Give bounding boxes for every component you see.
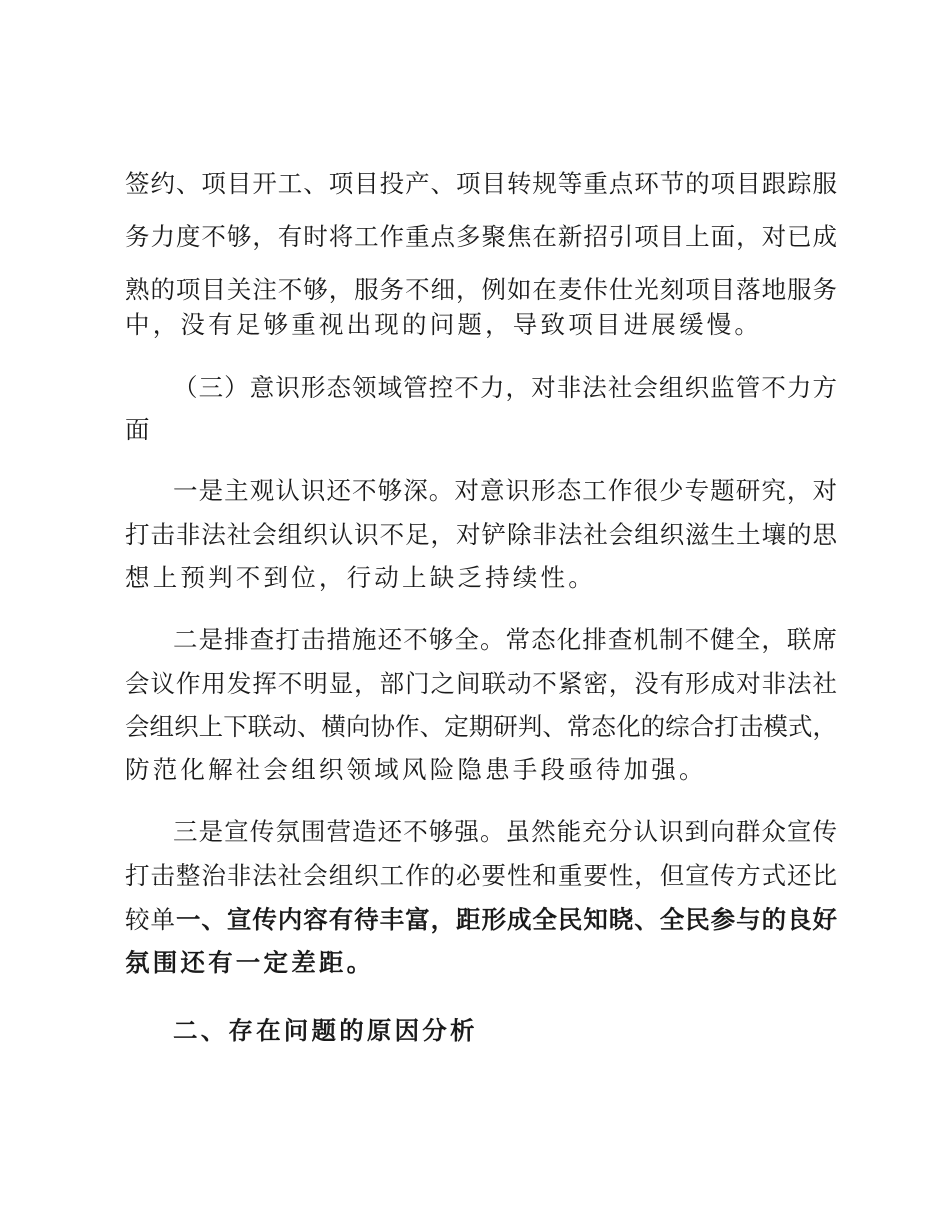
- paragraph-4-line-3-bold: 一、宣传内容有待丰富，距形成全民知晓、全民参与的良好: [175, 905, 838, 934]
- section-3-heading-line-1: （三）意识形态领域管控不力，对非法社会组织监管不力方: [173, 373, 837, 402]
- paragraph-2-line-2: 打击非法社会组织认识不足，对铲除非法社会组织滋生土壤的思: [125, 520, 837, 549]
- paragraph-1-line-1: 签约、项目开工、项目投产、项目转规等重点环节的项目跟踪服: [125, 169, 837, 198]
- section-2-heading: 二、存在问题的原因分析: [173, 1016, 478, 1045]
- paragraph-1-line-3: 熟的项目关注不够，服务不细，例如在麦佧仕光刻项目落地服务: [125, 275, 837, 304]
- paragraph-4-line-4: 氛围还有一定差距。: [125, 948, 375, 977]
- paragraph-2-line-3: 想上预判不到位，行动上缺乏持续性。: [125, 563, 596, 592]
- paragraph-3-line-2: 会议作用发挥不明显，部门之间联动不紧密，没有形成对非法社: [125, 669, 837, 698]
- paragraph-4-line-3-regular: 较单: [125, 905, 176, 934]
- paragraph-4-line-3: [125, 900, 837, 940]
- paragraph-3-line-1: 二是排查打击措施还不够全。常态化排查机制不健全，联席: [173, 625, 837, 654]
- paragraph-2-line-1: 一是主观认识还不够深。对意识形态工作很少专题研究，对: [173, 476, 837, 505]
- paragraph-4-line-2: 打击整治非法社会组织工作的必要性和重要性，但宣传方式还比: [125, 861, 837, 890]
- paragraph-1-line-4: 中，没有足够重视出现的问题，导致项目进展缓慢。: [125, 310, 763, 339]
- paragraph-3-line-4: 防范化解社会组织领域风险隐患手段亟待加强。: [125, 755, 707, 784]
- paragraph-1-line-2: 务力度不够，有时将工作重点多聚焦在新招引项目上面，对已成: [125, 222, 837, 251]
- section-3-heading-line-2: 面: [125, 415, 153, 444]
- paragraph-3-line-3: 会组织上下联动、横向协作、定期研判、常态化的综合打击模式，: [125, 712, 837, 741]
- paragraph-4-line-1: 三是宣传氛围营造还不够强。虽然能充分认识到向群众宣传: [173, 817, 837, 846]
